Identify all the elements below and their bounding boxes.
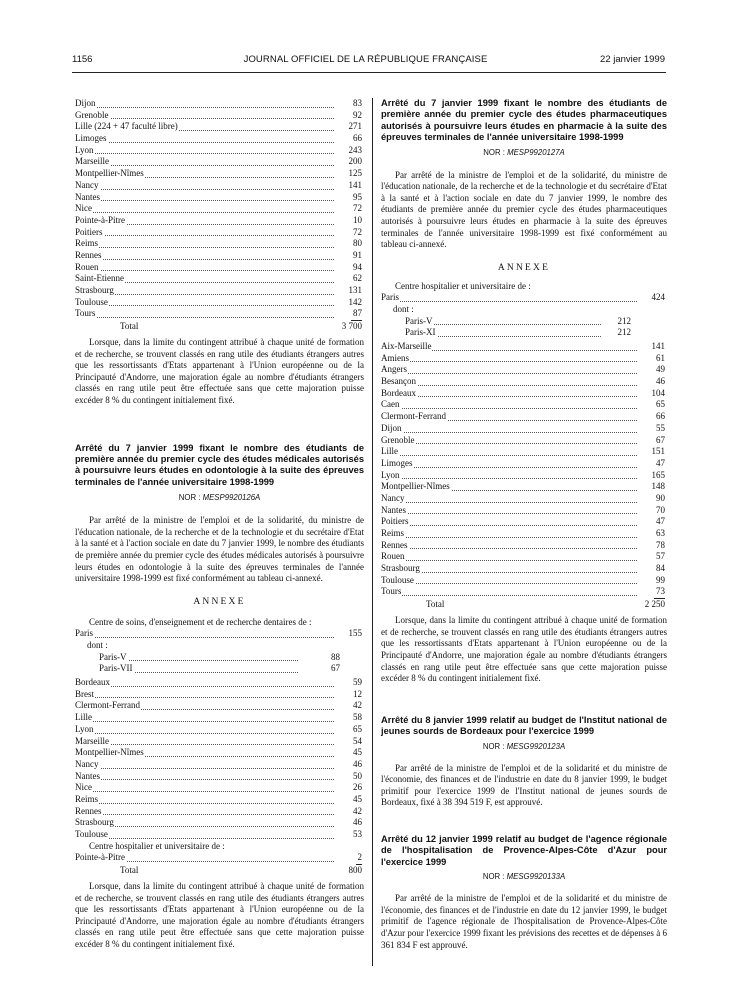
table-row: Nice 72 [75, 203, 362, 214]
table-row: Tours 87 [75, 308, 364, 320]
decree-title: Arrêté du 12 janvier 1999 relatif au budget de l'agence régionale de l'hospitalisation de Provence-Alpes-Côte d'Azur pour l'exercice 1999 [381, 833, 667, 867]
total-row: Total 3 700 [120, 321, 362, 332]
table-row: Rennes 91 [75, 249, 362, 260]
issue-date: 22 janvier 1999 [600, 54, 665, 65]
table-row: Toulouse 142 [75, 296, 362, 307]
total-row: Total 2 250 [426, 599, 665, 610]
column-separator [372, 98, 373, 966]
table-row: Dijon 55 [381, 422, 665, 433]
nor-reference: NOR : MESP9920127A [483, 147, 565, 157]
table-row: Nantes 70 [381, 504, 665, 515]
paragraph: Par arrêté de la ministre de l'emploi et de la solidarité et du ministre de l'économie, des finances et de l'industrie en date du 12 janvier 1999, le budget primitif de l'agence régionale de l'hospitalisation de Provence-Alpes-Côte d'Azur pour l'exercice 1999 fixant les prévisions des recettes et de dépenses à 6 361 834 F est approuvé. [381, 893, 667, 950]
table-row: Poitiers 47 [381, 516, 665, 527]
table-row: Montpellier-Nîmes 45 [75, 747, 362, 758]
table-row: Grenoble 92 [75, 109, 362, 120]
table-intro: Centre de soins, d'enseignement et de recherche dentaires de : [89, 616, 312, 627]
table-row: Tours 73 [381, 586, 667, 598]
table-row: Rouen 94 [75, 261, 362, 272]
table-row: Nancy 90 [381, 492, 665, 503]
paragraph: Par arrêté de la ministre de l'emploi et de la solidarité, du ministre de l'éducation nationale, de la recherche et de la technologie et du secrétaire d'Etat à la santé et à l'action sociale en date du 7 janvier 1999, le nombre des étudiants de première année du premier cycle des études pharmaceutiques autorisés à poursuivre leurs études en pharmacie à la suite des épreuves terminales de l'année universitaire 1998-1999 est fixé conformément au tableau ci-annexé. [381, 169, 667, 250]
paragraph: Lorsque, dans la limite du contingent attribué à chaque unité de formation et de recherche, se trouvent classés en rang utile des étudiants étrangers autres que les ressortissants d'Etats appartenant à l'Union européenne ou de la Principauté d'Andorre, une majoration égale au nombre d'étudiants étrangers classés en rang utile peut être effectuée sans que cette majoration puisse excéder 8 % du contingent initialement fixé. [75, 880, 364, 949]
table-row: Clermont-Ferrand 66 [381, 411, 665, 422]
table-row: Besançon 46 [381, 376, 665, 387]
decree-title: Arrêté du 7 janvier 1999 fixant le nombre des étudiants de première année du premier cycle des études médicales autorisés à poursuivre leurs études en odontologie à la suite des épreuves terminales de l'année universitaire 1998-1999 [75, 442, 364, 487]
table-row: Marseille 200 [75, 156, 362, 167]
table-row: Rennes 78 [381, 539, 665, 550]
table-row: Strasbourg 84 [381, 563, 665, 574]
table-row: Strasbourg 46 [75, 817, 362, 828]
sub-label: dont : [87, 640, 108, 651]
decree-title: Arrêté du 8 janvier 1999 relatif au budget de l'Institut national de jeunes sourds de Bordeaux pour l'exercice 1999 [381, 714, 667, 737]
paragraph: Lorsque, dans la limite du contingent attribué à chaque unité de formation et de recherche, se trouvent classés en rang utile des étudiants étrangers autres que les ressortissants d'Etats appartenant à l'Union européenne ou de la Principauté d'Andorre, une majoration égale au nombre d'étudiants étrangers classés en rang utile peut être effectuée sans que cette majoration puisse excéder 8 % du contingent initialement fixé. [75, 337, 364, 406]
table-row: Clermont-Ferrand 42 [75, 700, 362, 711]
table-row: Toulouse 53 [75, 829, 362, 839]
table-row: Marseille 54 [75, 735, 362, 746]
table-row: Reims 80 [75, 238, 362, 249]
header-rule [72, 72, 666, 73]
table-row: Limoges 47 [381, 457, 665, 468]
table-row: Nice 26 [75, 782, 362, 793]
table-row: Angers 49 [381, 364, 665, 375]
table-row: Paris 155 [75, 628, 362, 639]
annexe-heading: ANNEXE [497, 262, 551, 273]
table-row: Brest 12 [75, 688, 362, 699]
left-column [75, 98, 364, 951]
nor-reference: NOR : MESG9920133A [482, 872, 566, 882]
table-row: Reims 45 [75, 793, 362, 804]
table-top [75, 98, 364, 333]
table-row: Lille 151 [381, 446, 665, 457]
nor-reference: NOR : MESP9920126A [178, 493, 261, 503]
page-number: 1156 [72, 54, 93, 65]
table-row: Aix-Marseille 141 [381, 341, 665, 352]
paragraph: Par arrêté de la ministre de l'emploi et de la solidarité et du ministre de l'économie, des finances et de l'industrie en date du 8 janvier 1999, le budget primitif pour l'exercice 1999 de l'Institut national de jeunes sourds de Bordeaux, fixé à 38 394 519 F, est approuvé. [381, 762, 667, 808]
table-row: Lyon 165 [381, 469, 665, 480]
total-row: Total 800 [120, 864, 362, 875]
table-subrow: Paris-V 88 [99, 651, 340, 662]
table-row: Nantes 50 [75, 770, 362, 781]
table-subrow: Paris-VII 67 [99, 663, 340, 674]
table-row: Lille (224 + 47 faculté libre) 271 [75, 121, 362, 132]
table-row: Reims 63 [381, 528, 665, 539]
table-row: Limoges 66 [75, 133, 362, 144]
table-intro: Centre hospitalier et universitaire de : [89, 840, 225, 851]
table-row: Pointe-à-Pitre 2 [75, 852, 364, 864]
table-row: Grenoble 67 [381, 434, 665, 445]
paragraph: Lorsque, dans la limite du contingent attribué à chaque unité de formation et de recherche, se trouvent classés en rang utile des étudiants étrangers autres que les ressortissants d'Etats appartenant à l'Union européenne ou de la Principauté d'Andorre, une majoration égale au nombre d'étudiants étrangers classés en rang utile peut être effectuée sans que cette majoration puisse excéder 8 % du contingent initialement fixé. [381, 615, 667, 684]
right-column [381, 98, 667, 951]
table-intro: Centre hospitalier et universitaire de : [395, 280, 531, 291]
table-row: Rouen 57 [381, 551, 665, 562]
table-row: Saint-Etienne 62 [75, 273, 362, 284]
table-row: Dijon 83 [75, 98, 362, 108]
table-subrow: Paris-V 212 [405, 315, 631, 326]
table-row: Lille 58 [75, 712, 362, 723]
decree-title: Arrêté du 7 janvier 1999 fixant le nombre des étudiants de première année du premier cycle des études pharmaceutiques autorisés à poursuivre leurs études en pharmacie à la suite des épreuves terminales de l'année universitaire 1998-1999 [381, 98, 667, 143]
paragraph: Par arrêté de la ministre de l'emploi et de la solidarité, du ministre de l'éducation nationale, de la recherche et de la technologie et du secrétaire d'Etat à la santé et à l'action sociale en date du 7 janvier 1999, le nombre des étudiants de première année du premier cycle des études médicales autorisés à poursuivre leurs études en odontologie à la suite des épreuves terminales de l'année universitaire 1998-1999 est fixé conformément au tableau ci-annexé. [75, 515, 364, 584]
sub-label: dont : [393, 304, 414, 315]
table-row: Toulouse 99 [381, 574, 665, 585]
table-row: Montpellier-Nîmes 148 [381, 481, 665, 492]
table-row: Rennes 42 [75, 805, 362, 816]
journal-title: JOURNAL OFFICIEL DE LA RÉPUBLIQUE FRANÇAISE [243, 54, 488, 65]
nor-reference: NOR : MESG9920123A [482, 741, 566, 751]
table-row: Poitiers 72 [75, 226, 362, 237]
table-row: Amiens 61 [381, 352, 665, 363]
table-row: Nancy 141 [75, 179, 362, 190]
table-row: Bordeaux 59 [75, 677, 362, 688]
table-row: Paris 424 [381, 292, 665, 303]
table-row: Montpellier-Nîmes 125 [75, 168, 362, 179]
table-row: Lyon 65 [75, 723, 362, 734]
table-row: Caen 65 [381, 399, 665, 410]
table-subrow: Paris-XI 212 [405, 327, 631, 338]
table-row: Nancy 46 [75, 758, 362, 769]
table-row: Strasbourg 131 [75, 285, 362, 295]
table-row: Bordeaux 104 [381, 387, 665, 398]
annexe-heading: ANNEXE [193, 596, 246, 607]
table-row: Nantes 95 [75, 191, 362, 202]
table-row: Pointe-à-Pitre 10 [75, 214, 362, 225]
table-row: Lyon 243 [75, 144, 362, 155]
